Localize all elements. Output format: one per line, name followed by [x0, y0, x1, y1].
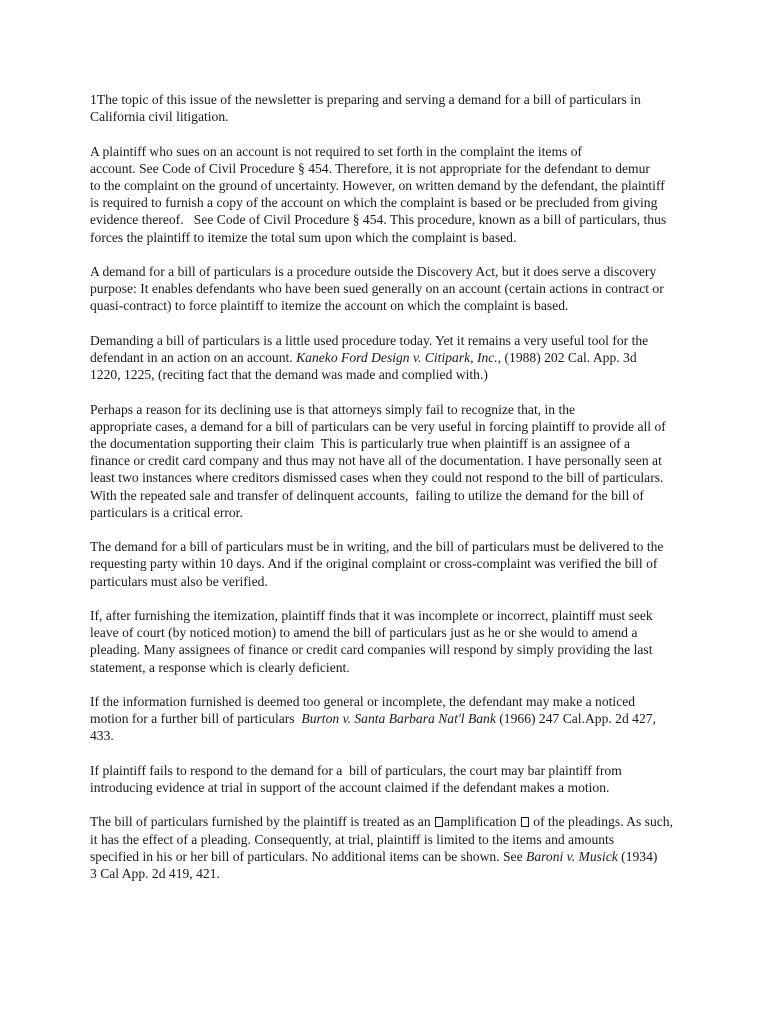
text-line [90, 831, 730, 848]
text-line [90, 865, 730, 882]
text-line [90, 297, 730, 314]
text-line [90, 727, 730, 744]
missing-character-box-icon [521, 817, 529, 827]
paragraph [90, 693, 730, 745]
text-run: 1The topic of this issue of the newsletter is preparing and serving a demand for a bill of particulars in [90, 92, 641, 107]
paragraph [90, 813, 730, 882]
text-run: (1966) 247 Cal.App. 2d 427, [495, 711, 656, 727]
text-run: leave of court (by noticed motion) to amend the bill of particulars just as he or she would to amend a [90, 625, 638, 641]
paragraph [90, 332, 730, 384]
text-line [90, 194, 730, 211]
paragraph [90, 143, 730, 246]
text-line [90, 555, 730, 572]
text-run: the documentation supporting their claim This is particularly true when plaintiff is an assignee of a [90, 436, 631, 451]
text-line [90, 160, 730, 177]
text-line [90, 504, 730, 521]
text-line [90, 848, 730, 865]
text-run: forces the plaintiff to itemize the total sum upon which the complaint is based. [90, 229, 517, 245]
text-run: (1934) [617, 848, 658, 864]
text-run: particulars is a critical error. [90, 504, 243, 520]
text-line [90, 401, 730, 418]
text-line [90, 332, 730, 349]
paragraph [90, 538, 730, 590]
text-run: Perhaps a reason for its declining use is that attorneys simply fail to recognize that, in the [90, 401, 576, 417]
text-run: it has the effect of a pleading. Consequently, at trial, plaintiff is limited to the items and amounts [90, 831, 615, 847]
paragraph [90, 607, 730, 676]
text-line [90, 573, 730, 590]
paragraph [90, 263, 730, 315]
text-line [90, 762, 730, 779]
text-run: to the complaint on the ground of uncertainty. However, on written demand by the defendant, the plaintiff [90, 178, 665, 193]
text-run: is required to furnish a copy of the account on which the complaint is based or be precluded from giving [90, 195, 658, 211]
text-run: of the pleadings. As such, [529, 814, 673, 830]
missing-character-box-icon [435, 817, 443, 827]
text-run: quasi-contract) to force plaintiff to itemize the account on which the complaint is based. [90, 298, 569, 314]
text-line [90, 418, 730, 435]
text-line [90, 435, 730, 452]
text-run: Demanding a bill of particulars is a little used procedure today. Yet it remains a very useful tool for the [90, 332, 649, 348]
text-line [90, 607, 730, 624]
text-run: A demand for a bill of particulars is a procedure outside the Discovery Act, but it does serve a discovery [90, 264, 657, 279]
text-line [90, 263, 730, 280]
case-citation: Baroni v. Musick [526, 848, 618, 864]
text-line [90, 641, 730, 658]
text-line [90, 452, 730, 469]
text-run: appropriate cases, a demand for a bill of particulars can be very useful in forcing plaintiff to provide all of [90, 418, 666, 434]
text-run: , (1988) 202 Cal. App. 3d [497, 350, 637, 365]
text-run: The demand for a bill of particulars must be in writing, and the bill of particulars must be delivered to the [90, 539, 664, 555]
text-run: account. See Code of Civil Procedure § 454. Therefore, it is not appropriate for the defendant to demur [90, 160, 650, 176]
text-line [90, 624, 730, 641]
text-run: The bill of particulars furnished by the plaintiff is treated as an [90, 814, 435, 830]
text-line [90, 487, 730, 504]
text-run: pleading. Many assignees of finance or credit card companies will respond by simply providing the last [90, 642, 653, 658]
text-run: specified in his or her bill of particulars. No additional items can be shown. See [90, 848, 527, 864]
text-line [90, 143, 730, 160]
case-citation: Kaneko Ford Design v. Citipark, Inc. [296, 350, 498, 365]
text-line [90, 349, 730, 366]
text-run: defendant in an action on an account. [90, 350, 297, 365]
paragraph [90, 401, 730, 521]
text-line [90, 659, 730, 676]
text-line [90, 366, 730, 383]
text-run: If plaintiff fails to respond to the demand for a bill of particulars, the court may bar plaintiff from [90, 762, 622, 778]
text-line [90, 177, 730, 194]
text-run: 1220, 1225, (reciting fact that the demand was made and complied with.) [90, 367, 488, 383]
text-line [90, 91, 730, 108]
paragraph [90, 762, 730, 796]
text-run: If the information furnished is deemed too general or incomplete, the defendant may make a noticed [90, 694, 636, 709]
text-run: amplification [444, 814, 520, 830]
text-line [90, 693, 730, 710]
paragraph [90, 91, 730, 125]
text-run: least two instances where creditors dismissed cases when they could not respond to the bill of particulars. [90, 470, 664, 486]
text-run: With the repeated sale and transfer of delinquent accounts, failing to utilize the demand for the bill of [90, 487, 644, 503]
case-citation: Burton v. Santa Barbara Nat'l Bank [301, 711, 496, 727]
text-run: evidence thereof. See Code of Civil Procedure § 454. This procedure, known as a bill of particulars, thus [90, 212, 667, 228]
text-run: purpose: It enables defendants who have been sued generally on an account (certain actions in contract or [90, 281, 664, 297]
text-run: requesting party within 10 days. And if the original complaint or cross-complaint was verified the bill of [90, 556, 658, 572]
text-run: motion for a further bill of particulars [90, 711, 302, 727]
text-run: statement, a response which is clearly deficient. [90, 659, 350, 675]
text-line [90, 229, 730, 246]
text-run: California civil litigation. [90, 109, 229, 125]
text-run: finance or credit card company and thus may not have all of the documentation. I have personally seen at [90, 453, 662, 469]
text-line [90, 108, 730, 125]
text-line [90, 813, 730, 830]
text-run: A plaintiff who sues on an account is not required to set forth in the complaint the items of [90, 143, 583, 159]
document-body [90, 91, 730, 899]
text-line [90, 538, 730, 555]
text-line [90, 280, 730, 297]
text-line [90, 469, 730, 486]
text-line [90, 779, 730, 796]
text-run: particulars must also be verified. [90, 573, 268, 589]
text-run: If, after furnishing the itemization, plaintiff finds that it was incomplete or incorrect, plaintiff must seek [90, 608, 653, 623]
text-run: 433. [90, 728, 114, 744]
text-run: 3 Cal App. 2d 419, 421. [90, 866, 220, 881]
text-line [90, 710, 730, 727]
text-line [90, 211, 730, 228]
text-run: introducing evidence at trial in support of the account claimed if the defendant makes a motion. [90, 780, 610, 795]
